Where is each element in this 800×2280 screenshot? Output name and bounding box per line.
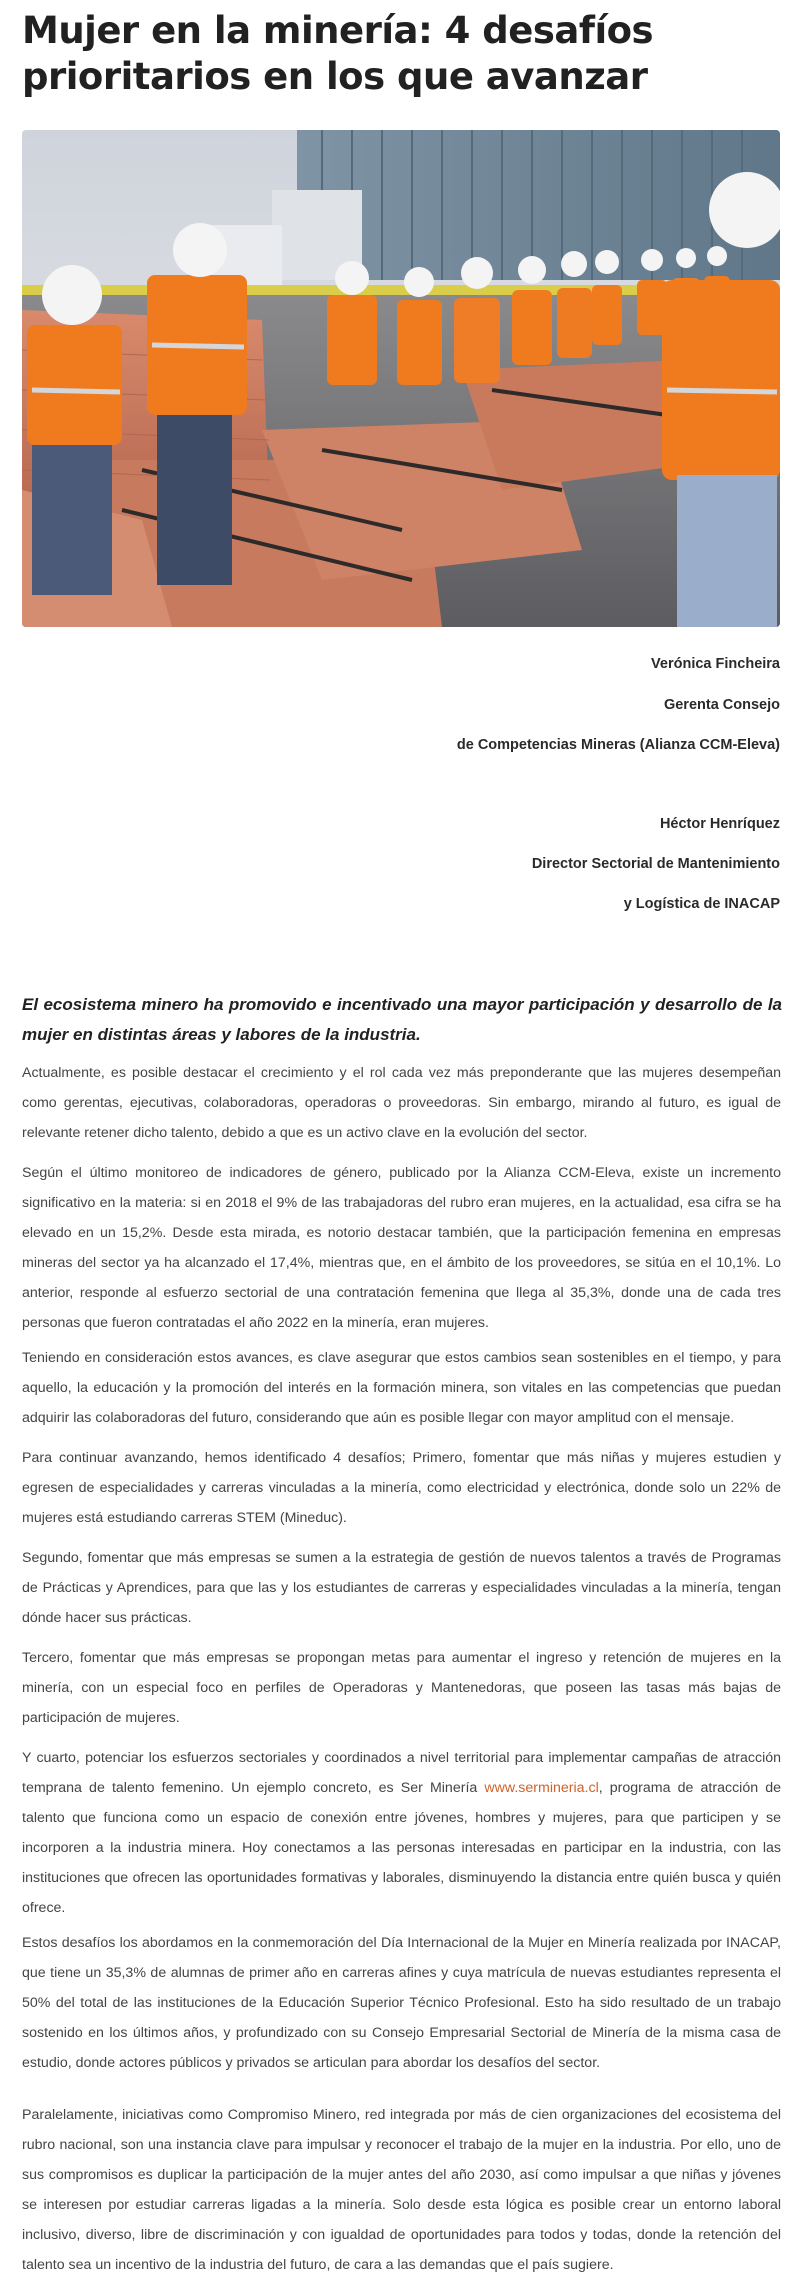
body-paragraph: Teniendo en consideración estos avances, es clave asegurar que estos cambios sean sostenibles en el tiempo, y para aquello, la educación y la promoción del interés en la formación minera, son vitales en las competencias que puedan adquirir las colaboradoras del futuro, considerando que aún es posible llegar con mayor amplitud con el mensaje. [22, 1350, 781, 1426]
article-title: Mujer en la minería: 4 desafíos prioritarios en los que avanzar [22, 9, 654, 98]
author-name: Héctor Henríquez [659, 816, 780, 832]
author-role: Gerenta Consejo [663, 697, 780, 713]
author-name: Verónica Fincheira [651, 656, 780, 672]
body-paragraph: Estos desafíos los abordamos en la conmemoración del Día Internacional de la Mujer en Minería realizada por INACAP, que tiene un 35,3% de alumnas de primer año en carreras afines y cuya matrícula de nuevas estudiantes representa el 50% del total de las instituciones de la Educación Superior Técnico Profesional. Esto ha sido resultado de un trabajo sostenido en los últimos años, y profundizado con su Consejo Empresarial Sectorial de Minería de la misma casa de estudio, donde actores públicos y privados se articulan para abordar los desafíos del sector. [22, 1935, 781, 2071]
body-paragraph [22, 1743, 781, 1923]
sermineria-link[interactable]: www.sermineria.cl [484, 1780, 599, 1796]
author-role: y Logística de INACAP [623, 896, 780, 912]
paragraph-text: Y cuarto, potenciar los esfuerzos sectoriales y coordinados a nivel territorial para implementar campañas de atracción temprana de talento femenino. Un ejemplo concreto, es Ser Minería [22, 1750, 781, 1796]
body-paragraph: Segundo, fomentar que más empresas se sumen a la estrategia de gestión de nuevos talentos a través de Programas de Prácticas y Aprendices, para que las y los estudiantes de carreras y especialidades vinculadas a la minería, tengan dónde hacer sus prácticas. [22, 1550, 781, 1626]
body-paragraph: Según el último monitoreo de indicadores de género, publicado por la Alianza CCM-Eleva, existe un incremento significativo en la materia: si en 2018 el 9% de las trabajadoras del rubro eran mujeres, en la actualidad, esa cifra se ha elevado en un 15,2%. Desde esta mirada, es notorio destacar también, que la participación femenina en empresas mineras del sector ya ha alcanzado el 17,4%, mientras que, en el ámbito de los proveedores, se sitúa en el 10,1%. Lo anterior, responde al esfuerzo sectorial de una contratación femenina que llega al 35,3%, donde una de cada tres personas que fueron contratadas el año 2022 en la minería, eran mujeres. [22, 1165, 781, 1331]
author-role: Director Sectorial de Mantenimiento [531, 856, 780, 872]
hero-image [22, 130, 780, 627]
article-lead: El ecosistema minero ha promovido e incentivado una mayor participación y desarrollo de la mujer en distintas áreas y labores de la industria. [22, 995, 782, 1044]
body-paragraph: Paralelamente, iniciativas como Compromiso Minero, red integrada por más de cien organizaciones del ecosistema del rubro nacional, son una instancia clave para impulsar y reconocer el trabajo de la mujer en la industria. Por ello, uno de sus compromisos es duplicar la participación de la mujer antes del año 2030, así como impulsar a que niñas y jóvenes se interesen por estudiar carreras ligadas a la minería. Solo desde esta lógica es posible crear un entorno laboral inclusivo, diverso, libre de discriminación y con igualdad de oportunidades para todos y todas, donde la retención del talento sea un incentivo de la industria del futuro, de cara a las demandas que el país sugiere. [22, 2107, 781, 2273]
paragraph-text: , programa de atracción de talento que funciona como un espacio de conexión entre jóvenes, hombres y mujeres, para que participen y se incorporen a la industria minera. Hoy conectamos a las personas interesadas en participar en la industria, con las instituciones que ofrecen las oportunidades formativas y laborales, disminuyendo la distancia entre quién busca y quién ofrece. [22, 1780, 781, 1916]
body-paragraph: Actualmente, es posible destacar el crecimiento y el rol cada vez más preponderante que las mujeres desempeñan como gerentas, ejecutivas, colaboradoras, operadoras o proveedoras. Sin embargo, mirando al futuro, es igual de relevante retener dicho talento, debido a que es un activo clave en la evolución del sector. [22, 1065, 781, 1141]
author-role: de Competencias Mineras (Alianza CCM-Eleva) [456, 737, 780, 753]
body-paragraph: Para continuar avanzando, hemos identificado 4 desafíos; Primero, fomentar que más niñas y mujeres estudien y egresen de especialidades y carreras vinculadas a la minería, como electricidad y electrónica, donde solo un 22% de mujeres está estudiando carreras STEM (Mineduc). [22, 1450, 781, 1526]
body-paragraph: Tercero, fomentar que más empresas se propongan metas para aumentar el ingreso y retención de mujeres en la minería, con un especial foco en perfiles de Operadoras y Mantenedoras, que poseen las tasas más bajas de participación de mujeres. [22, 1650, 781, 1726]
